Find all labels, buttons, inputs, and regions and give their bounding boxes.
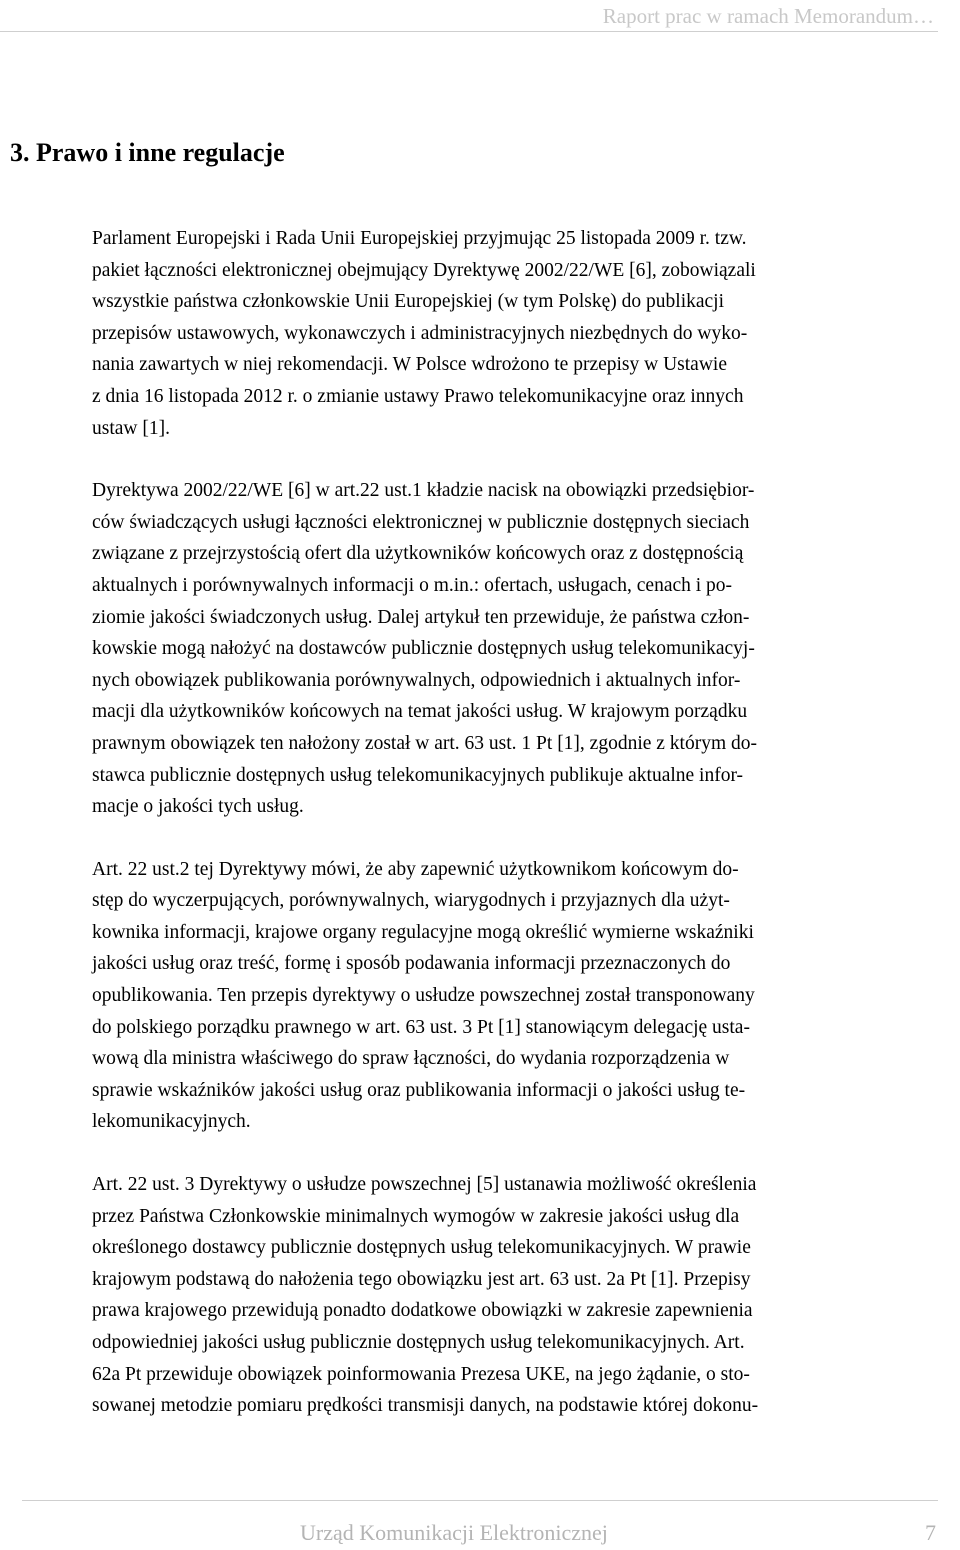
text-line: macji dla użytkowników końcowych na temat jakości usług. W krajowym porządku [92, 701, 748, 723]
text-line: macje o jakości tych usług. [92, 796, 304, 818]
text-line: aktualnych i porównywalnych informacji o m.in.: ofertach, usługach, cenach i po- [92, 574, 733, 596]
text-line: nania zawartych w niej rekomendacji. W Polsce wdrożono te przepisy w Ustawie [92, 354, 727, 376]
footer-divider [22, 1500, 938, 1501]
text-line: pakiet łączności elektronicznej obejmujący Dyrektywę 2002/22/WE [6], zobowiązali [92, 259, 756, 281]
paragraph-spacer [92, 1138, 932, 1169]
text-line: do polskiego porządku prawnego w art. 63 ust. 3 Pt [1] stanowiącym delegację usta- [92, 1016, 750, 1038]
header-divider [0, 31, 938, 32]
text-line: Dyrektywa 2002/22/WE [6] w art.22 ust.1 kładzie nacisk na obowiązki przedsiębior- [92, 480, 755, 502]
text-line: przepisów ustawowych, wykonawczych i administracyjnych niezbędnych do wyko- [92, 322, 748, 344]
paragraph-spacer [92, 823, 932, 854]
text-line: ziomie jakości świadczonych usług. Dalej artykuł ten przewiduje, że państwa człon- [92, 606, 750, 628]
text-line: wszystkie państwa członkowskie Unii Europejskiej (w tym Polskę) do publikacji [92, 291, 725, 313]
paragraph-4 [92, 1169, 932, 1422]
text-line: prawa krajowego przewidują ponadto dodatkowe obowiązki w zakresie zapewnienia [92, 1300, 753, 1322]
text-line: sowanej metodzie pomiaru prędkości transmisji danych, na podstawie której dokonu- [92, 1395, 759, 1417]
text-line: lekomunikacyjnych. [92, 1111, 251, 1133]
text-line: Art. 22 ust.2 tej Dyrektywy mówi, że aby zapewnić użytkownikom końcowym do- [92, 858, 739, 880]
paragraph-3 [92, 854, 932, 1138]
paragraph-2 [92, 475, 932, 823]
text-line: krajowym podstawą do nałożenia tego obowiązku jest art. 63 ust. 2a Pt [1]. Przepisy [92, 1268, 751, 1290]
running-header: Raport prac w ramach Memorandum… [602, 4, 934, 28]
text-line: odpowiedniej jakości usług publicznie dostępnych usług telekomunikacyjnych. Art. [92, 1332, 745, 1353]
text-line: sprawie wskaźników jakości usług oraz publikowania informacji o jakości usług te- [92, 1079, 746, 1101]
page-number: 7 [925, 1520, 936, 1545]
text-line: ustaw [1]. [92, 417, 170, 439]
footer-organization: Urząd Komunikacji Elektronicznej [300, 1520, 608, 1545]
document-body [92, 223, 932, 1422]
text-line: przez Państwa Członkowskie minimalnych wymogów w zakresie jakości usług dla [92, 1205, 740, 1227]
text-line: Art. 22 ust. 3 Dyrektywy o usłudze powszechnej [5] ustanawia możliwość określenia [92, 1174, 757, 1196]
text-line: z dnia 16 listopada 2012 r. o zmianie ustawy Prawo telekomunikacyjne oraz innych [92, 385, 744, 407]
text-line: kownika informacji, krajowe organy regulacyjne mogą określić wymierne wskaźniki [92, 921, 754, 943]
section-heading: 3. Prawo i inne regulacje [10, 138, 285, 167]
text-line: nych obowiązek publikowania porównywalnych, odpowiednich i aktualnych infor- [92, 669, 741, 691]
text-line: Parlament Europejski i Rada Unii Europejskiej przyjmując 25 listopada 2009 r. tzw. [92, 228, 747, 249]
paragraph-spacer [92, 444, 932, 475]
text-line: stawca publicznie dostępnych usług telekomunikacyjnych publikuje aktualne infor- [92, 764, 744, 786]
text-line: jakości usług oraz treść, formę i sposób podawania informacji przeznaczonych do [92, 953, 731, 975]
text-line: ców świadczących usługi łączności elektronicznej w publicznie dostępnych sieciach [92, 511, 750, 533]
text-line: związane z przejrzystością ofert dla użytkowników końcowych oraz z dostępnością [92, 543, 744, 565]
paragraph-1 [92, 223, 932, 444]
text-line: opublikowania. Ten przepis dyrektywy o usłudze powszechnej został transponowany [92, 985, 755, 1007]
text-line: wową dla ministra właściwego do spraw łączności, do wydania rozporządzenia w [92, 1048, 730, 1070]
text-line: 62a Pt przewiduje obowiązek poinformowania Prezesa UKE, na jego żądanie, o sto- [92, 1363, 750, 1385]
text-line: kowskie mogą nałożyć na dostawców publicznie dostępnych usług telekomunikacyj- [92, 638, 755, 660]
text-line: prawnym obowiązek ten nałożony został w art. 63 ust. 1 Pt [1], zgodnie z którym do- [92, 732, 758, 754]
text-line: określonego dostawcy publicznie dostępnych usług telekomunikacyjnych. W prawie [92, 1237, 751, 1259]
text-line: stęp do wyczerpujących, porównywalnych, wiarygodnych i przyjaznych dla użyt- [92, 890, 730, 912]
